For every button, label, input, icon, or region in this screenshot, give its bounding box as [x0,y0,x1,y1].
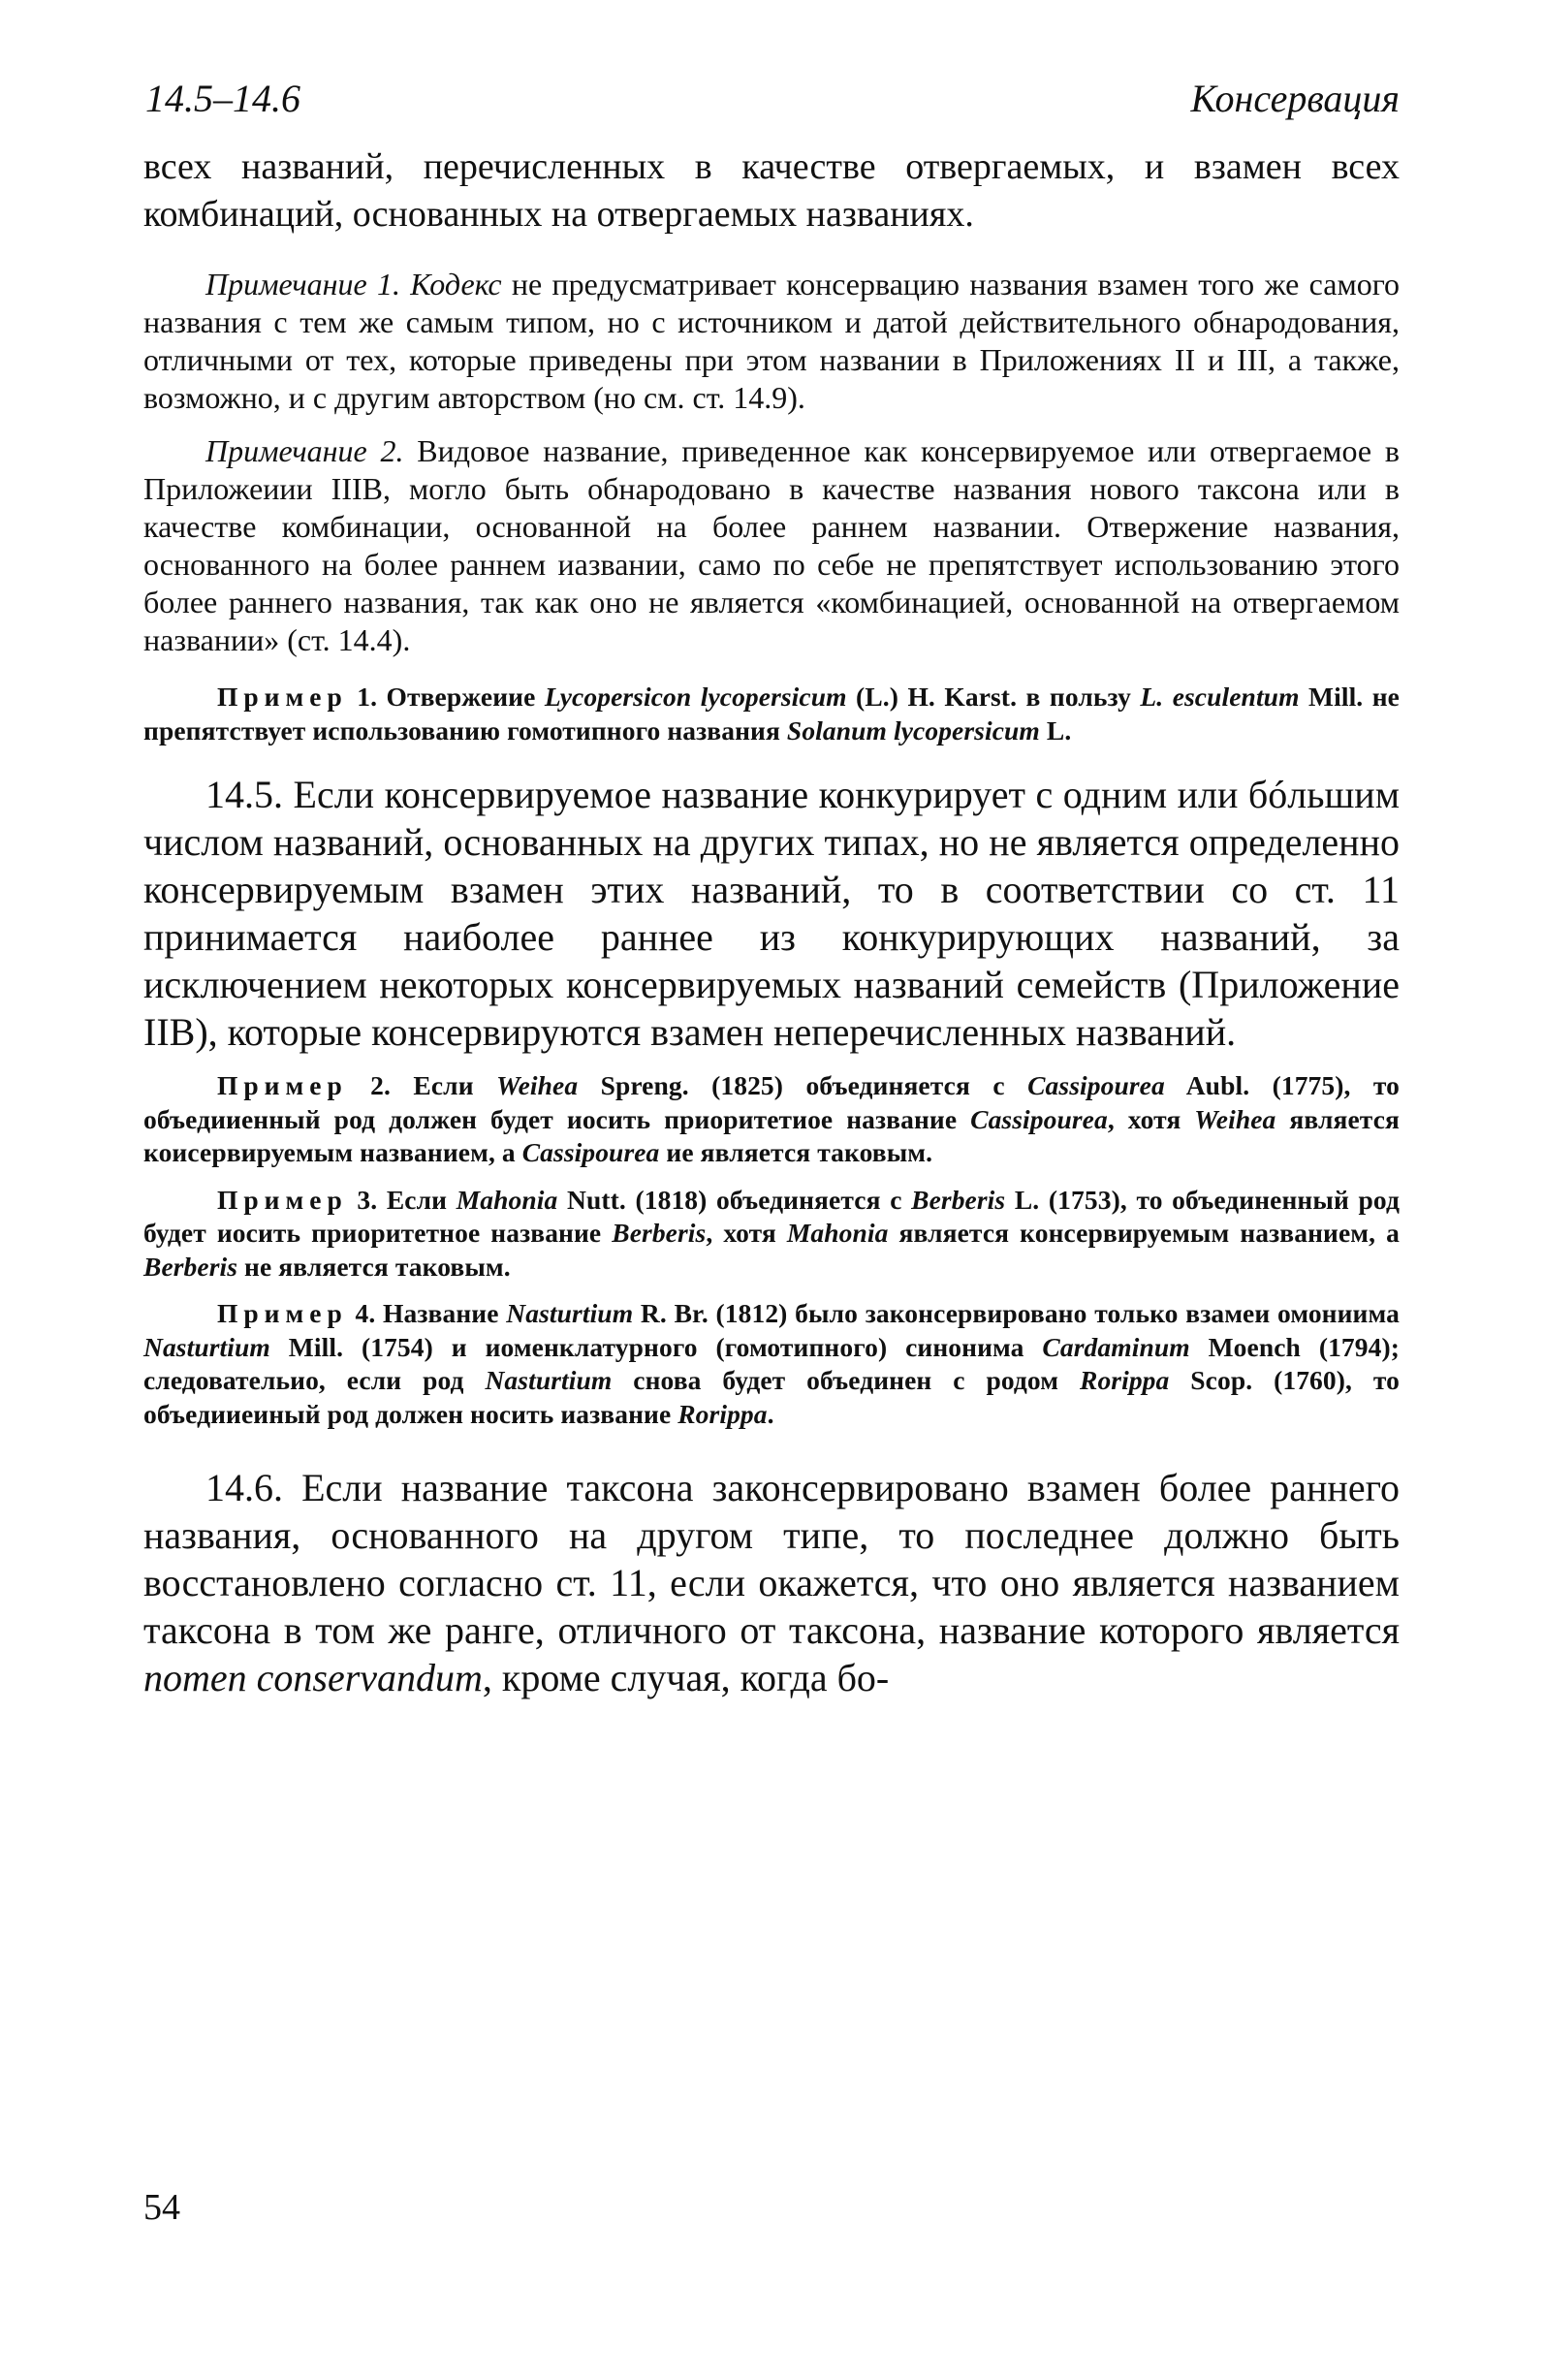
example-2-part: ие является таковым. [659,1137,933,1167]
article-14-6-part: , кроме случая, когда бо- [482,1656,890,1699]
example-4-taxon: Rorippa [1080,1365,1170,1395]
note-1 [143,266,1400,417]
example-4 [143,1297,1400,1431]
example-4-part: снова будет объединен с родом [612,1365,1080,1395]
article-14-5: 14.5. Если консервируемое название конкурирует с одним или бóльшим числом названий, основанных на других типах, но не является определенно консервируемым взамен этих названий, то в соответствии со ст. 11 принимается наиболее раннее из конкурирующих названий, за исключением некоторых консервируемых названий семейств (Приложение IIB), которые консервируются взамен неперечисленных названий. [143,773,1400,1054]
example-3-taxon: Berberis [612,1218,707,1248]
example-2-taxon: Cassipourea [970,1103,1108,1134]
example-4-label: Пример [217,1298,348,1328]
example-4-part: R. Br. (1812) было законсервировано только взамеи омониима [633,1298,1400,1328]
example-4-part: Scop. (1760), то объедииеиный род должен носить иазвание [143,1365,1400,1429]
example-1-taxon: Lycopersicon lycopersicum [544,682,847,712]
example-4-taxon: Cardaminum [1042,1331,1190,1362]
page-number: 54 [143,2187,180,2228]
example-3 [143,1184,1400,1285]
example-3-part: Nutt. (1818) объединяется с [557,1184,912,1215]
note-2 [143,432,1400,659]
example-2-part: Aubl. (1775), то объедииенный род должен будет иосить приоритетиое название [143,1070,1400,1134]
example-3-taxon: Berberis [143,1251,238,1282]
example-3-taxon: Berberis [911,1184,1006,1215]
example-1-taxon: Solanum lycopersicum [786,714,1040,746]
example-3-part: является консервируемым названием, а [888,1218,1400,1248]
example-2-part: 2. Если [347,1070,497,1100]
note-1-label: Примечание 1. [205,267,400,301]
example-2-taxon: Weihea [1194,1103,1276,1134]
example-3-taxon: Mahonia [456,1184,558,1215]
example-4-taxon: Nasturtium [506,1298,634,1328]
note-1-kodeks: Кодекс [410,267,502,301]
example-1-part: Mill. не препятствует использованию гомотипного названия [143,682,1400,746]
note-2-text: Видовое название, приведенное как консервируемое или отвергаемое в Приложеиии IIIB, могло быть обнародовано в качестве названия нового таксона или в качестве комбинации, основанной на более раннем названии. Отвержение названия, основанного на более раннем иазвании, само по себе не препятствует использованию этого более раннего названия, так как оно не является «комбинацией, основанной на отвергаемом названии» (ст. 14.4). [143,433,1400,657]
example-4-part: 4. Название [347,1298,507,1328]
intro-paragraph: всех названий, перечисленных в качестве отвергаемых, и взамен всех комбинаций, основанных на отвергаемых названиях. [143,146,1400,235]
example-2-part: Spreng. (1825) объединяется с [578,1070,1028,1100]
example-1 [143,681,1400,747]
example-4-taxon: Rorippa [677,1398,768,1429]
running-header [143,76,1400,143]
example-3-part: , хотя [706,1218,787,1248]
section-range: 14.5–14.6 [145,77,300,120]
example-2-taxon: Weihea [496,1070,579,1100]
example-2-taxon: Cassipourea [1027,1070,1165,1100]
example-1-part: 1. Отвержеиие [347,682,545,712]
example-4-part: Moench (1794); следовательио, если род [143,1331,1400,1395]
article-14-6-term: nomen conservandum [143,1656,483,1699]
note-1-text: не предусматривает консервацию названия взамен того же самого названия с тем же самым типом, но с источником и датой действительного обнародования, отличными от тех, которые приведены при этом названии в Приложениях II и III, а также, возможно, и с другим авторством (но см. ст. 14.9). [143,267,1401,415]
example-2-taxon: Cassipourea [521,1137,660,1167]
example-3-part: 3. Если [347,1184,457,1215]
example-2 [143,1069,1400,1170]
note-2-label: Примечание 2. [205,433,404,468]
example-1-part: L. [1039,714,1072,746]
article-14-6 [143,1464,1400,1701]
example-4-part: . [767,1398,774,1429]
article-14-6-part: 14.6. Если название таксона законсервировано взамен более раннего названия, основанного на другом типе, то последнее должно быть восстановлено согласно ст. 11, если окажется, что оно является названием таксона в том же ранге, отличного от таксона, название которого является [143,1466,1400,1652]
example-1-label: Пример [217,682,348,712]
page [143,76,1400,1701]
example-3-label: Пример [217,1184,348,1215]
example-3-part: L. (1753), то объединенный род будет иосить приоритетное название [143,1184,1400,1248]
example-2-part: является коисервируемым названием, а [143,1103,1400,1167]
example-1-part: (L.) H. Karst. в пользу [846,682,1141,712]
example-3-taxon: Mahonia [786,1218,889,1248]
example-1-taxon: L. esculentum [1140,682,1300,712]
chapter-title: Консервация [1190,77,1400,120]
example-4-part: Mill. (1754) и иоменклатурного (гомотипного) синонима [269,1331,1043,1362]
example-2-label: Пример [217,1070,348,1100]
example-3-part: не является таковым. [237,1251,511,1282]
example-4-taxon: Nasturtium [143,1331,270,1362]
example-2-part: , хотя [1107,1103,1195,1134]
example-4-taxon: Nasturtium [485,1365,613,1395]
